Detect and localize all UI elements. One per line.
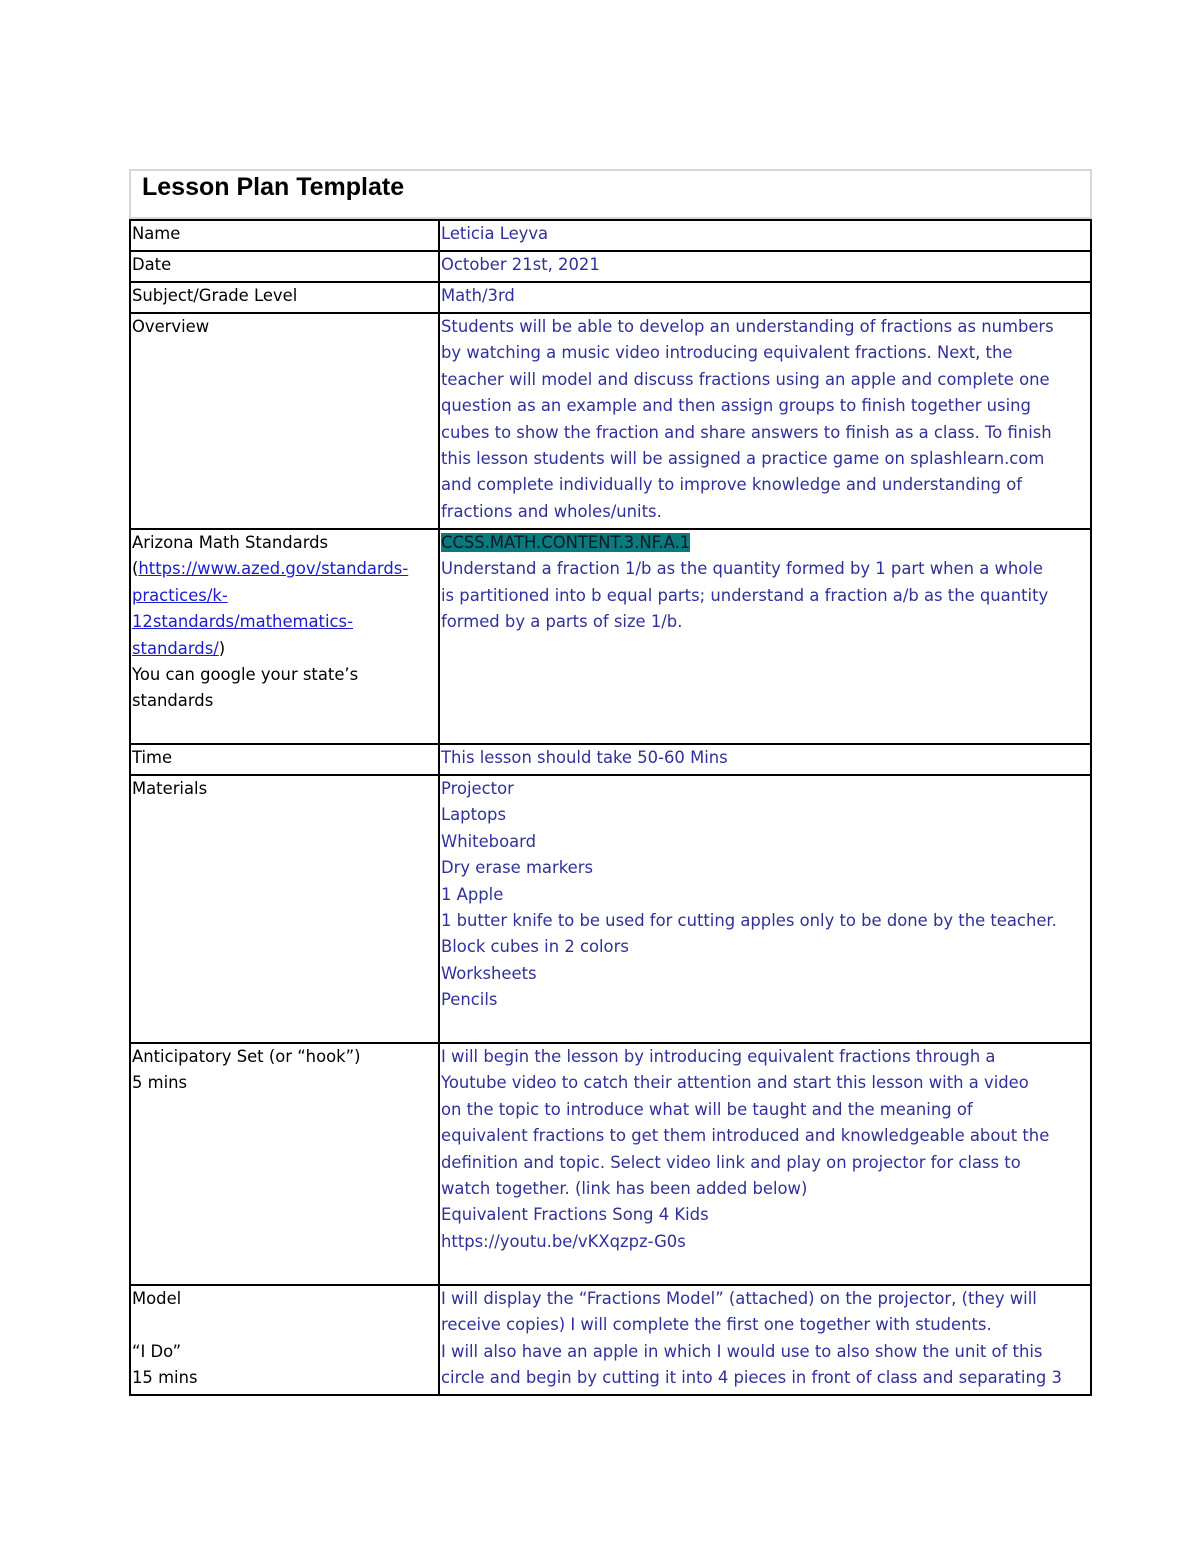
standards-link-line	[132, 556, 438, 582]
standards-line: is partitioned into b equal parts; understand a fraction a/b as the quantity	[441, 585, 1049, 605]
anticipatory-line: watch together. (link has been added below)	[441, 1179, 808, 1199]
page-title: Lesson Plan Template	[142, 173, 405, 201]
row-subject	[130, 282, 1091, 313]
row-anticipatory	[130, 1043, 1091, 1285]
name-label: Name	[130, 220, 439, 251]
standards-line: Understand a fraction 1/b as the quantity formed by 1 part when a whole	[441, 559, 1043, 579]
standards-link-line	[132, 636, 438, 662]
materials-item: Projector	[441, 779, 514, 798]
materials-label: Materials	[130, 775, 439, 1043]
materials-item: Pencils	[441, 990, 498, 1010]
materials-item: Laptops	[441, 805, 506, 825]
standards-value	[439, 529, 1091, 744]
model-label-spacer	[132, 1312, 438, 1338]
overview-line: Students will be able to develop an understanding of fractions as numbers	[441, 317, 1054, 336]
model-line: I will display the “Fractions Model” (attached) on the projector, (they will	[441, 1289, 1037, 1308]
overview-line: and complete individually to improve knowledge and understanding of	[441, 475, 1023, 495]
anticipatory-line: Youtube video to catch their attention and start this lesson with a video	[441, 1073, 1029, 1093]
overview-line: this lesson students will be assigned a practice game on splashlearn.com	[441, 449, 1045, 469]
materials-item: Whiteboard	[441, 831, 536, 851]
lesson-plan-table	[129, 219, 1092, 1396]
overview-line: teacher will model and discuss fractions using an apple and complete one	[441, 369, 1050, 389]
model-line: I will also have an apple in which I would use to also show the unit of this	[441, 1341, 1043, 1361]
standard-code: CCSS.MATH.CONTENT.3.NF.A.1	[441, 533, 691, 552]
row-standards	[130, 529, 1091, 744]
standards-note: standards	[132, 691, 214, 711]
standards-label: Arizona Math Standards	[132, 533, 329, 552]
materials-item: Worksheets	[441, 963, 537, 983]
materials-item: Block cubes in 2 colors	[441, 937, 629, 957]
date-value: October 21st, 2021	[439, 251, 1091, 282]
model-line: receive copies) I will complete the first one together with students.	[441, 1315, 992, 1335]
lesson-plan-sheet	[129, 169, 1092, 1396]
anticipatory-value	[439, 1043, 1091, 1285]
title-box	[129, 169, 1092, 219]
model-label	[130, 1285, 439, 1395]
materials-value	[439, 775, 1091, 1043]
paren-open: (	[132, 559, 139, 579]
name-value: Leticia Leyva	[439, 220, 1091, 251]
standards-link[interactable]: standards/	[132, 638, 219, 658]
anticipatory-line: I will begin the lesson by introducing equivalent fractions through a	[441, 1047, 996, 1066]
subject-value: Math/3rd	[439, 282, 1091, 313]
standards-link[interactable]: practices/k-	[132, 585, 228, 605]
subject-label: Subject/Grade Level	[130, 282, 439, 313]
model-label-line: Model	[132, 1289, 182, 1308]
anticipatory-label	[130, 1043, 439, 1285]
standards-label-cell	[130, 529, 439, 744]
model-line: circle and begin by cutting it into 4 pieces in front of class and separating 3	[441, 1368, 1062, 1388]
standards-link-line	[132, 583, 438, 609]
overview-value	[439, 313, 1091, 529]
row-time	[130, 744, 1091, 775]
anticipatory-label-line: 5 mins	[132, 1073, 188, 1093]
overview-line: question as an example and then assign groups to finish together using	[441, 396, 1031, 416]
row-date	[130, 251, 1091, 282]
model-value	[439, 1285, 1091, 1395]
materials-item: 1 butter knife to be used for cutting apples only to be done by the teacher.	[441, 911, 1057, 931]
materials-item: Dry erase markers	[441, 858, 593, 878]
time-label: Time	[130, 744, 439, 775]
row-materials	[130, 775, 1091, 1043]
standards-link-line	[132, 609, 438, 635]
time-value: This lesson should take 50-60 Mins	[439, 744, 1091, 775]
anticipatory-label-line: Anticipatory Set (or “hook”)	[132, 1047, 361, 1066]
overview-line: fractions and wholes/units.	[441, 501, 662, 521]
paren-close: )	[218, 638, 226, 658]
materials-item: 1 Apple	[441, 884, 504, 904]
standard-code-line	[441, 530, 1090, 556]
anticipatory-line: definition and topic. Select video link and play on projector for class to	[441, 1152, 1021, 1172]
standards-note: You can google your state’s	[132, 665, 359, 685]
overview-line: cubes to show the fraction and share answers to finish as a class. To finish	[441, 422, 1052, 442]
anticipatory-line: Equivalent Fractions Song 4 Kids	[441, 1205, 709, 1225]
row-overview	[130, 313, 1091, 529]
standards-line: formed by a parts of size 1/b.	[441, 612, 683, 632]
model-label-line: 15 mins	[132, 1368, 198, 1388]
anticipatory-line: equivalent fractions to get them introduced and knowledgeable about the	[441, 1126, 1050, 1146]
anticipatory-line: on the topic to introduce what will be taught and the meaning of	[441, 1099, 973, 1119]
date-label: Date	[130, 251, 439, 282]
overview-label: Overview	[130, 313, 439, 529]
video-link[interactable]: https://youtu.be/vKXqzpz-G0s	[441, 1231, 686, 1251]
model-label-line: “I Do”	[132, 1341, 182, 1361]
row-name	[130, 220, 1091, 251]
overview-line: by watching a music video introducing equivalent fractions. Next, the	[441, 343, 1013, 363]
standards-link[interactable]: https://www.azed.gov/standards-	[138, 559, 409, 579]
standards-link[interactable]: 12standards/mathematics-	[132, 612, 353, 632]
row-model	[130, 1285, 1091, 1395]
